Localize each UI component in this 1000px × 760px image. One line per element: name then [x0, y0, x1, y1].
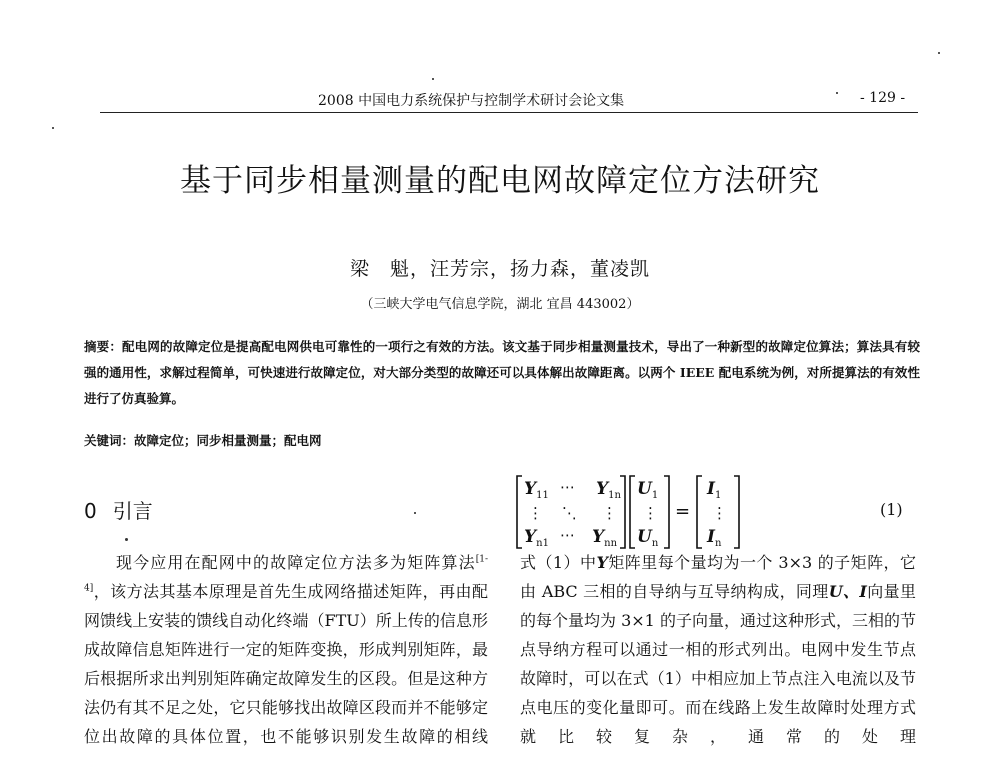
scan-speck	[836, 92, 838, 94]
section-heading	[84, 495, 153, 524]
u-vector-right-bracket	[664, 476, 669, 548]
entry-in: $I_n$	[707, 527, 722, 549]
abstract	[84, 334, 920, 412]
vdots-u: ⋮	[643, 504, 658, 522]
affiliation: （三峡大学电气信息学院，湖北 宜昌 443002）	[360, 297, 640, 312]
bullet-dot	[125, 538, 128, 541]
running-header: 2008 中国电力系统保护与控制学术研讨会论文集	[318, 93, 625, 109]
y-matrix-left-bracket	[517, 476, 522, 548]
entry-i1: $I_1$	[707, 479, 722, 501]
section-title: 引言	[112, 499, 153, 523]
intro-text-start: 现今应用在配网中的故障定位方法多为矩阵算法	[116, 553, 476, 572]
entry-y1n: $Y_{1n}$	[596, 479, 621, 501]
symbol-y: Y	[596, 553, 608, 572]
header-rule	[100, 112, 918, 113]
y-matrix-right-bracket	[620, 476, 625, 548]
u-vector-left-bracket	[630, 476, 635, 548]
vdots-right: ⋮	[602, 504, 617, 522]
keywords-text: 故障定位；同步相量测量；配电网	[134, 433, 322, 448]
scan-speck	[432, 78, 434, 80]
citation-ref: [1-4]	[84, 554, 488, 594]
page-number: - 129 -	[860, 90, 906, 106]
hdots-bottom: ⋯	[560, 526, 575, 544]
abstract-label: 摘要：	[84, 339, 123, 354]
intro-text-rest: ，该方法其基本原理是首先生成网络描述矩阵，再由配网馈线上安装的馈线自动化终端（FTU）所上传的信息形成故障信息矩阵进行一定的矩阵变换，形成判别矩阵，最后根据所求出判别矩阵确定故障发生的区段。但是这种方法仍有其不足之处，它只能够找出故障区段而并不能够定位出故障的具体位置，也不能够识别发生故障的相线	[84, 582, 488, 746]
symbol-u-i: U、I	[828, 582, 867, 601]
entry-yn1: $Y_{n1}$	[524, 527, 549, 549]
keywords-label: 关键词：	[84, 433, 135, 448]
scan-speck	[938, 52, 940, 54]
scan-speck	[414, 512, 416, 514]
intro-paragraph	[84, 548, 488, 760]
keywords	[84, 431, 322, 449]
vdots-left: ⋮	[528, 504, 543, 522]
equation-explanation	[520, 548, 916, 760]
explanation-text-2: 矩阵里每个量均为一个 3×3 的子矩阵，它由 ABC 三相的自导纳与互导纳构成，同理	[520, 553, 916, 601]
ddots-center: ⋱	[562, 504, 577, 522]
explanation-text-3: 向量里的每个量均为 3×1 的子向量，通过这种形式，三相的节点导纳方程可以通过一相的形式列出。电网中发生节点故障时，可以在式（1）中相应加上节点注入电流以及节点电压的变化量即可。而在线路上发生故障时处理方式就比较复杂，通常的处理	[520, 582, 916, 746]
matrix-equation	[512, 472, 762, 552]
abstract-text: 配电网的故障定位是提高配电网供电可靠性的一项行之有效的方法。该文基于同步相量测量技术，导出了一种新型的故障定位算法；算法具有较强的通用性，求解过程简单，可快速进行故障定位，对大部分类型的故障还可以具体解出故障距离。以两个 IEEE 配电系统为例，对所提算法的有效性进行了仿真验算。	[84, 339, 920, 406]
equation-number: (1)	[880, 500, 903, 519]
paper-title: 基于同步相量测量的配电网故障定位方法研究	[180, 163, 820, 199]
explanation-text-1: 式（1）中	[520, 553, 597, 572]
i-vector-right-bracket	[734, 476, 739, 548]
entry-y11: $Y_{11}$	[524, 479, 549, 501]
scan-speck	[52, 127, 54, 129]
entry-u1: $U_1$	[637, 479, 659, 501]
author-list: 梁 魁，汪芳宗，扬力森，董凌凯	[349, 258, 650, 280]
hdots-top: ⋯	[560, 478, 575, 496]
section-number: 0	[84, 499, 97, 523]
entry-ynn: $Y_{nn}$	[592, 527, 618, 549]
equals-sign: =	[675, 501, 691, 522]
vdots-i: ⋮	[712, 504, 727, 522]
i-vector-left-bracket	[697, 476, 702, 548]
entry-un: $U_n$	[637, 527, 659, 549]
